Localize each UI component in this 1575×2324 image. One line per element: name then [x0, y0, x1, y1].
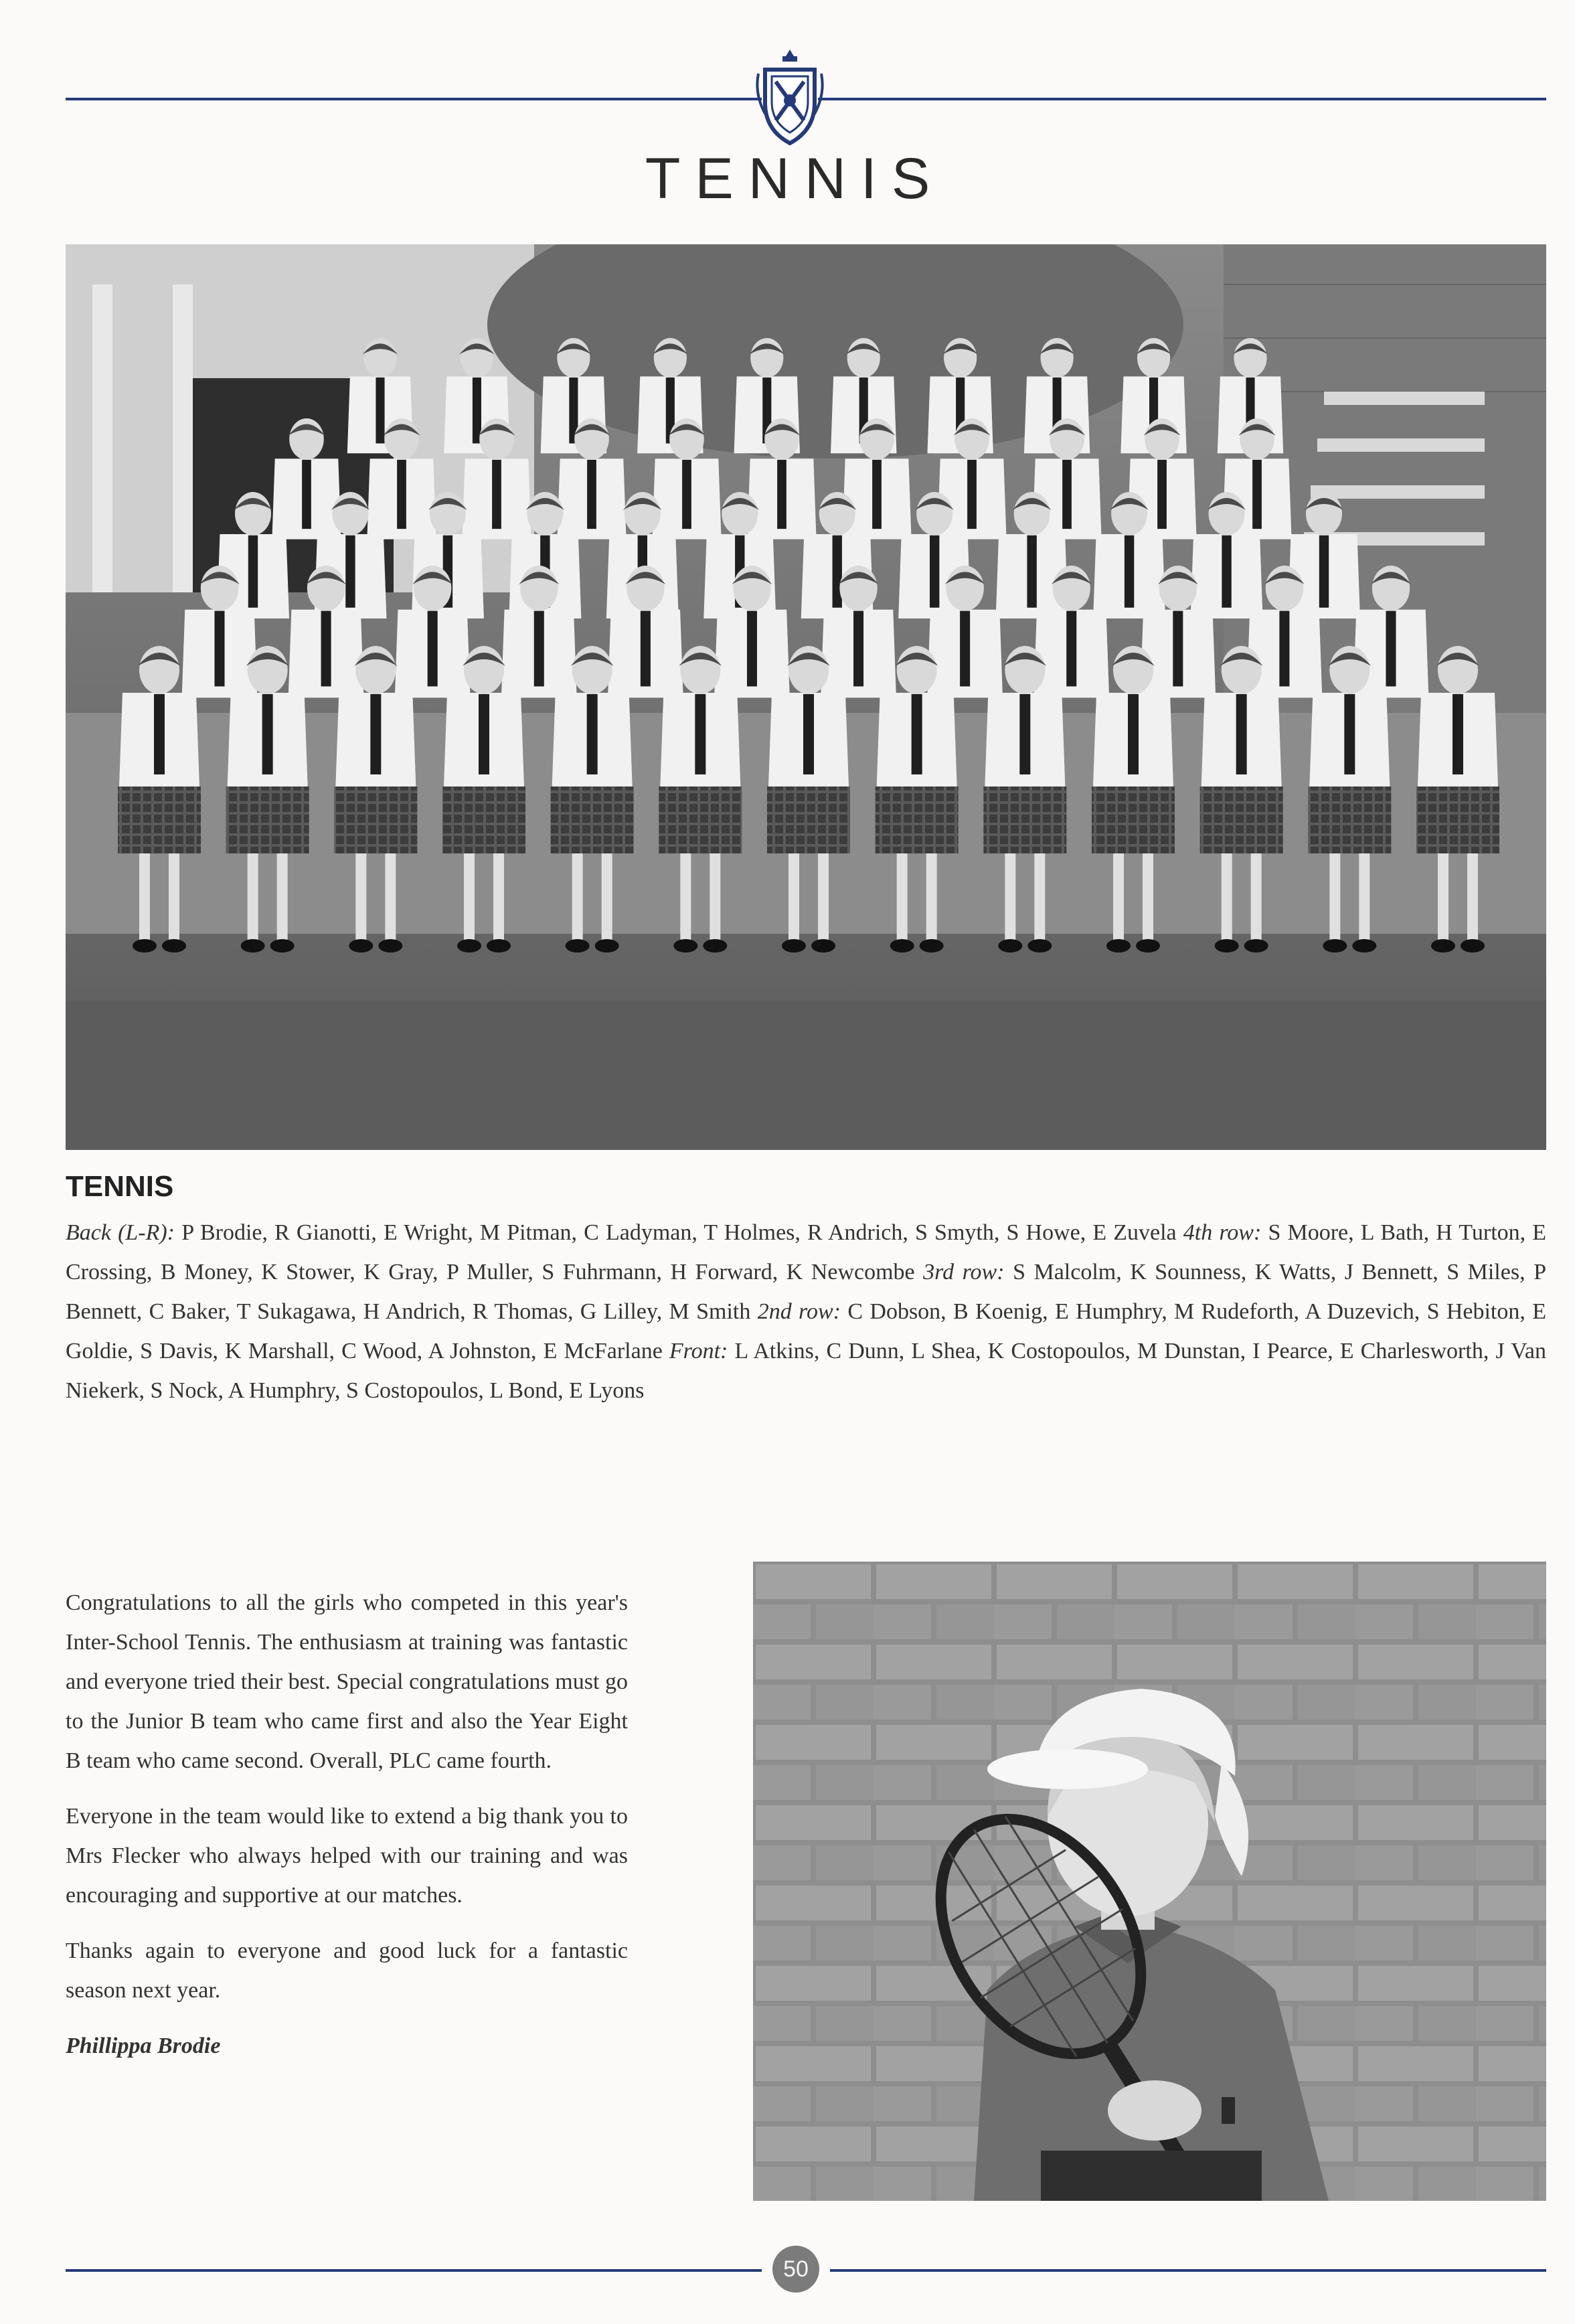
caption-row-label: Front:	[669, 1339, 728, 1363]
article-author: Phillippa Brodie	[66, 2033, 221, 2058]
footer-rule-left	[66, 2269, 762, 2272]
caption-row-names: L Atkins, C Dunn, L Shea, K Costopoulos, M Dunstan, I Pearce, E Charlesworth, J Van Niekerk, S Nock, A Humphry, S Costopoulos, L Bond, E Lyons	[66, 1339, 1546, 1403]
article-paragraph: Everyone in the team would like to extend a big thank you to Mrs Flecker who always helped with our training and was encouraging and supportive at our matches.	[66, 1804, 628, 1908]
page-number: 50	[772, 2246, 819, 2293]
team-photo	[66, 244, 1546, 1150]
article-paragraph: Thanks again to everyone and good luck for a fantastic season next year.	[66, 1938, 628, 2003]
article-paragraph: Congratulations to all the girls who competed in this year's Inter-School Tennis. The enthusiasm at training was fantastic and everyone tried their best. Special congratulations must go to the Junior B team who came first and also the Year Eight B team who came second. Overall, PLC came fourth.	[66, 1590, 628, 1773]
section-heading: TENNIS	[66, 1170, 174, 1203]
caption-row-label: 4th row:	[1183, 1220, 1262, 1245]
page-title: TENNIS	[645, 147, 945, 211]
photo-caption	[66, 1213, 1546, 1410]
caption-row-label: Back (L-R):	[66, 1220, 175, 1245]
header-rule-left	[66, 98, 762, 100]
article-text	[66, 1583, 628, 2066]
caption-row-names: C Dobson, B Koenig, E Humphry, M Rudeforth, A Duzevich, S Hebiton, E Goldie, S Davis, K Marshall, C Wood, A Johnston, E McFarlane	[66, 1299, 1546, 1363]
footer-rule-right	[830, 2269, 1546, 2272]
caption-row-names: S Moore, L Bath, H Turton, E Crossing, B Money, K Stower, K Gray, P Muller, S Fuhrmann, H Forward, K Newcombe	[66, 1220, 1547, 1284]
school-crest-icon	[753, 47, 827, 154]
caption-row-label: 3rd row:	[923, 1260, 1005, 1284]
caption-row-names: P Brodie, R Gianotti, E Wright, M Pitman, C Ladyman, T Holmes, R Andrich, S Smyth, S Howe, E Zuvela	[181, 1220, 1177, 1245]
caption-row-names: S Malcolm, K Sounness, K Watts, J Bennett, S Miles, P Bennett, C Baker, T Sukagawa, H Andrich, R Thomas, G Lilley, M Smith	[66, 1260, 1546, 1324]
player-photo	[753, 1562, 1546, 2201]
header-rule-right	[818, 98, 1546, 100]
caption-row-label: 2nd row:	[757, 1299, 841, 1324]
